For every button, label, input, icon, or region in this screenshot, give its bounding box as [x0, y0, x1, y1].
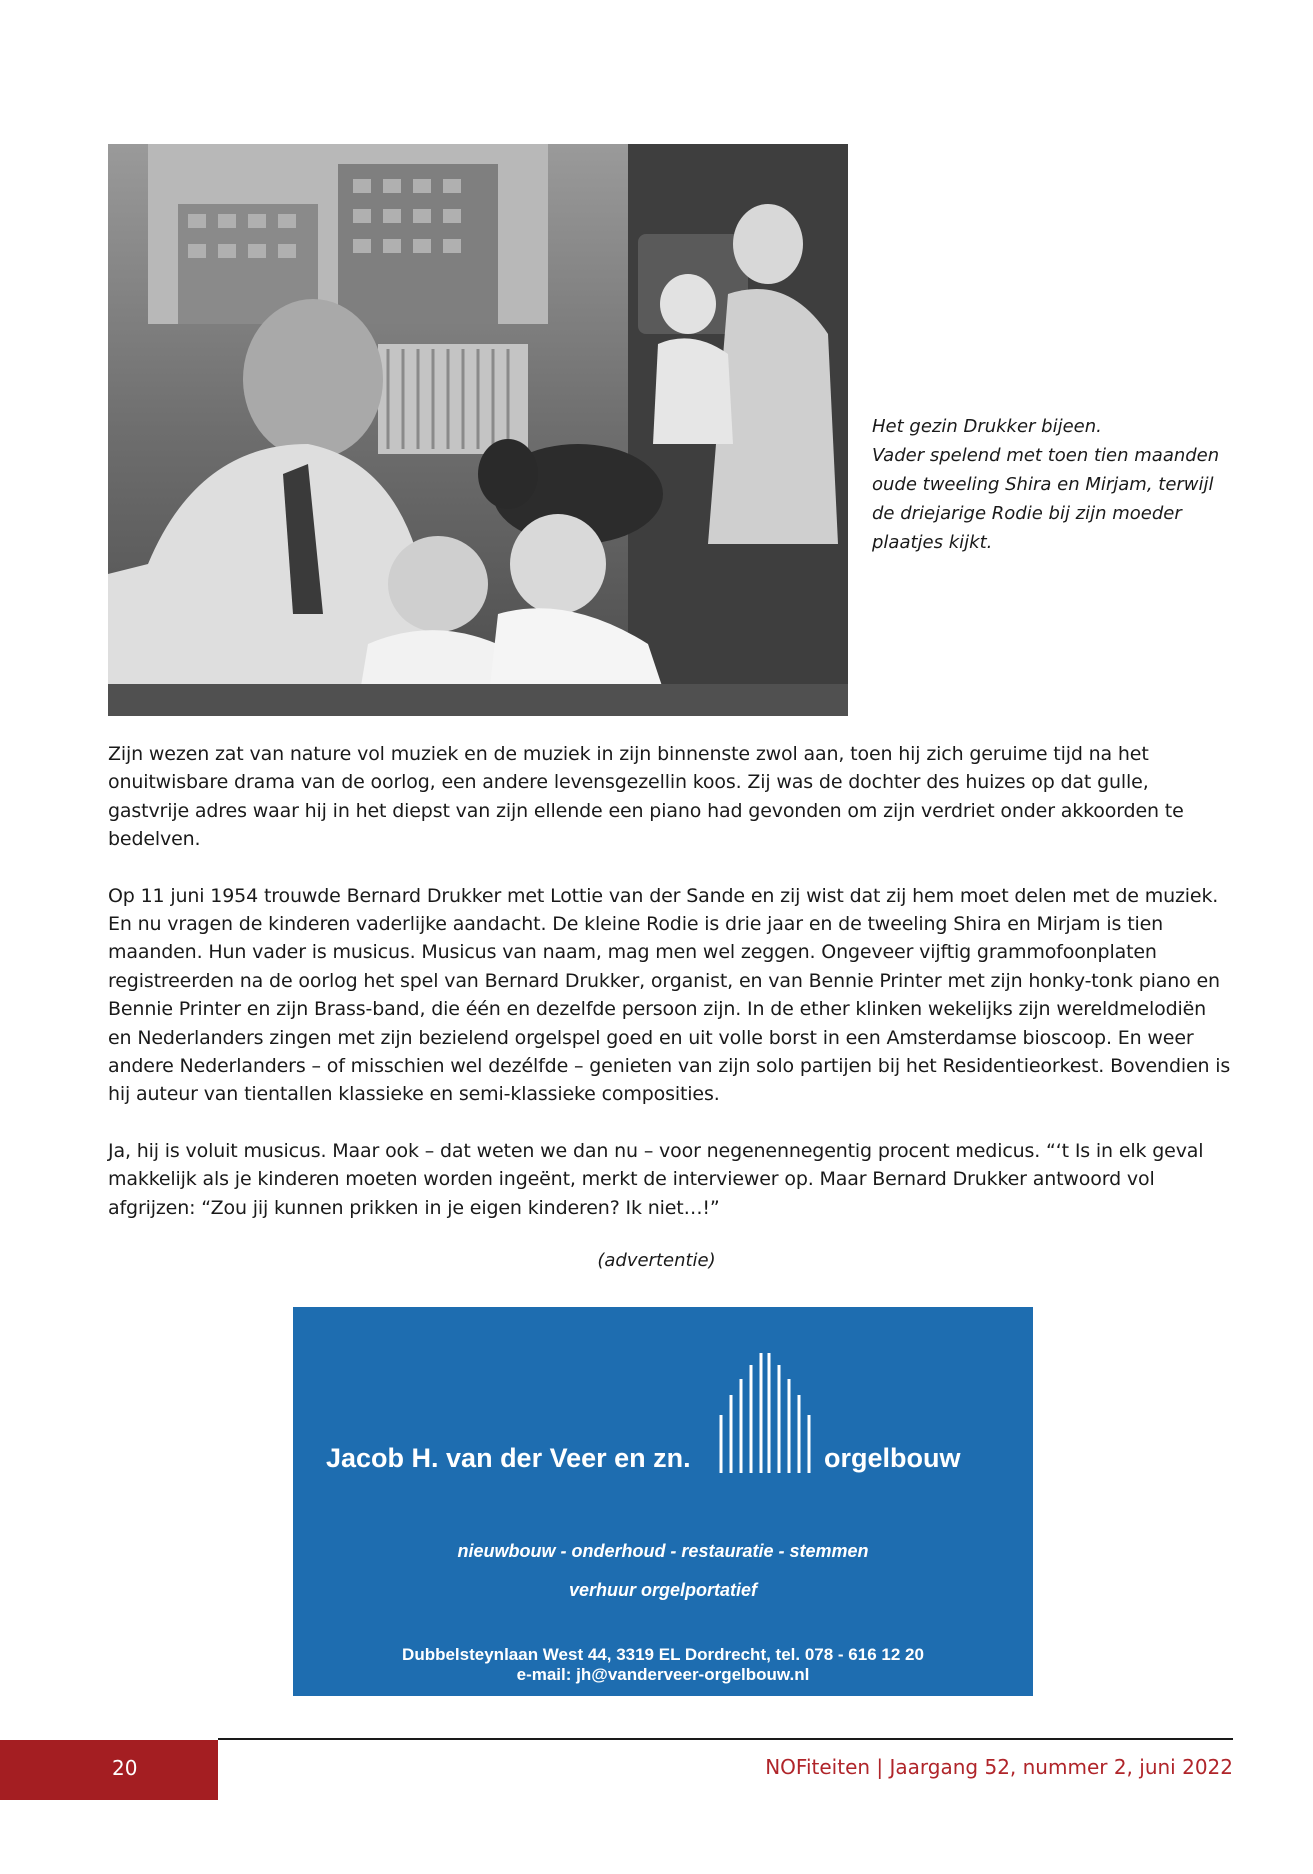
- caption-line: Vader spelend met toen tien maanden: [872, 445, 1220, 466]
- ad-address-line: Dubbelsteynlaan West 44, 3319 EL Dordrecht, tel. 078 - 616 12 20: [402, 1645, 924, 1664]
- family-photo: [108, 144, 848, 716]
- body-paragraph: Op 11 juni 1954 trouwde Bernard Drukker met Lottie van der Sande en zij wist dat zij hem moet delen met de muziek. En nu vragen de kinderen vaderlijke aandacht. De kleine Rodie is drie jaar en de tweeling Shira en Mirjam is tien maanden. Hun vader is musicus. Musicus van naam, mag men wel zeggen. Ongeveer vijftig grammofoonplaten registreerden na de oorlog het spel van Bernard Drukker, organist, en van Bennie Printer met zijn honky-tonk piano en Bennie Printer en zijn Brass-band, die één en dezelfde persoon zijn. In de ether klinken wekelijks zijn wereldmelodiën en Nederlanders zingen met zijn bezielend orgelspel goed en uit volle borst in een Amsterdamse bioscoop. En weer andere Nederlanders – of misschien wel dezélfde – genieten van zijn solo partijen bij het Residentieorkest. Bovendien is hij auteur van tientallen klassieke en semi-klassieke composities.: [108, 884, 1231, 1106]
- caption-line: oude tweeling Shira en Mirjam, terwijl: [872, 474, 1214, 495]
- advertisement-label: (advertentie): [597, 1250, 716, 1271]
- family-photo-image: [108, 144, 848, 716]
- ad-rental: verhuur orgelportatief: [568, 1580, 758, 1600]
- body-paragraph: Zijn wezen zat van nature vol muziek en de muziek in zijn binnenste zwol aan, toen hij zich geruime tijd na het onuitwisbare drama van de oorlog, een andere levensgezellin koos. Zij was de dochter des huizes op dat gulle, gastvrije adres waar hij in het diepst van zijn ellende een piano had gevonden om zijn verdriet onder akkoorden te bedelven.: [108, 743, 1184, 851]
- page-number: 20: [112, 1756, 138, 1780]
- photo-caption: [872, 412, 1220, 557]
- page-number-box: [0, 1740, 218, 1800]
- body-paragraph: Ja, hij is voluit musicus. Maar ook – dat weten we dan nu – voor negenennegentig procent medicus. “‘t Is in elk geval makkelijk als je kinderen moeten worden ingeënt, merkt de interviewer op. Maar Bernard Drukker antwoord vol afgrijzen: “Zou jij kunnen prikken in je eigen kinderen? Ik niet…!”: [108, 1139, 1204, 1219]
- footer-divider: [218, 1738, 1233, 1740]
- ad-company-name: Jacob H. van der Veer en zn.: [326, 1443, 691, 1473]
- ad-services: nieuwbouw - onderhoud - restauratie - stemmen: [457, 1541, 869, 1561]
- ad-trade: orgelbouw: [824, 1443, 961, 1473]
- ad-contact: [293, 1645, 1033, 1685]
- publication-title: NOFiteiten | Jaargang 52, nummer 2, juni 2022: [765, 1755, 1233, 1779]
- caption-line: de driejarige Rodie bij zijn moeder: [872, 503, 1182, 524]
- caption-line: Het gezin Drukker bijeen.: [872, 416, 1102, 437]
- ad-email-line: e-mail: jh@vanderveer-orgelbouw.nl: [516, 1665, 810, 1684]
- organ-pipes-icon: [715, 1345, 815, 1473]
- caption-line: plaatjes kijkt.: [872, 532, 993, 553]
- advertisement: [293, 1307, 1033, 1696]
- article-body: [108, 740, 1233, 1250]
